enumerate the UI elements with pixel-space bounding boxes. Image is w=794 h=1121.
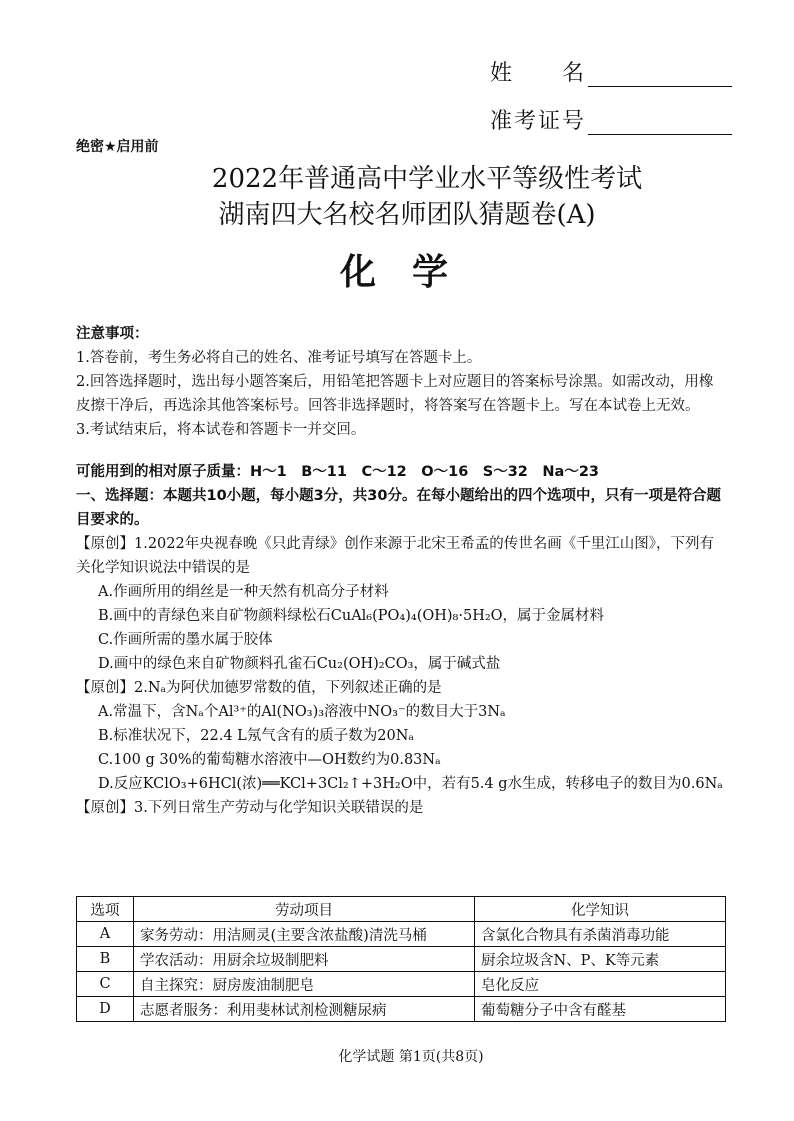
option-d: D.反应KClO₃+6HCl(浓)══KCl+3Cl₂↑+3H₂O中，若有5.4 g水生成，转移电子的数目为0.6Nₐ <box>98 776 723 792</box>
exam-id-underline <box>588 112 732 135</box>
name-field <box>490 56 732 87</box>
answer-table <box>76 896 726 1022</box>
table-row <box>77 922 726 947</box>
section-heading: 一、选择题：本题共10小题，每小题3分，共30分。在每小题给出的四个选项中，只有一项是符合题目要求的。 <box>76 488 721 528</box>
table-cell: 志愿者服务：利用斐林试剂检测糖尿病 <box>134 997 475 1022</box>
exam-title: 2022年普通高中学业水平等级性考试 <box>211 164 643 194</box>
notice-heading: 注意事项： <box>76 326 149 342</box>
exam-id-field <box>490 104 732 135</box>
question-stem: 【原创】2.Nₐ为阿伏加德罗常数的值，下列叙述正确的是 <box>76 680 442 696</box>
subject-title: 化学 <box>339 252 484 293</box>
notice-item: 3.考试结束后，将本试卷和答题卡一并交回。 <box>76 422 366 438</box>
table-cell: 皂化反应 <box>475 972 726 997</box>
notice-item: 1.答卷前，考生务必将自己的姓名、准考证号填写在答题卡上。 <box>76 350 482 366</box>
table-header: 选项 <box>77 897 134 922</box>
name-label: 姓 名 <box>490 61 587 86</box>
name-underline <box>588 64 732 87</box>
question-stem: 【原创】1.2022年央视春晚《只此青绿》创作来源于北宋王希孟的传世名画《千里江山图》，下列有关化学知识说法中错误的是 <box>76 536 714 576</box>
atomic-masses: 可能用到的相对原子质量：H～1 B～11 C～12 O～16 S～32 Na～23 <box>76 464 599 480</box>
table-header-row <box>77 897 726 922</box>
page-footer: 化学试题 第1页(共8页) <box>338 1049 484 1065</box>
exam-body <box>76 322 724 820</box>
table-row <box>77 972 726 997</box>
table-cell: A <box>77 922 134 947</box>
notice-item: 2.回答选择题时，选出每小题答案后，用铅笔把答题卡上对应题目的答案标号涂黑。如需改动，用橡皮擦干净后，再选涂其他答案标号。回答非选择题时，将答案写在答题卡上。写在本试卷上无效。 <box>76 374 714 414</box>
table-cell: 含氯化合物具有杀菌消毒功能 <box>475 922 726 947</box>
option-d: D.画中的绿色来自矿物颜料孔雀石Cu₂(OH)₂CO₃，属于碱式盐 <box>98 656 501 672</box>
option-a: A.常温下，含Nₐ个Al³⁺的Al(NO₃)₃溶液中NO₃⁻的数目大于3Nₐ <box>98 704 506 720</box>
option-c: C.作画所需的墨水属于胶体 <box>98 632 273 648</box>
confidential-mark: 绝密★启用前 <box>76 139 159 155</box>
table-row <box>77 997 726 1022</box>
table-header: 化学知识 <box>475 897 726 922</box>
table-cell: 家务劳动：用洁厕灵(主要含浓盐酸)清洗马桶 <box>134 922 475 947</box>
table-row <box>77 947 726 972</box>
option-b: B.标准状况下，22.4 L氖气含有的质子数为20Nₐ <box>98 728 415 744</box>
table-cell: 学农活动：用厨余垃圾制肥料 <box>134 947 475 972</box>
table-cell: 自主探究：厨房废油制肥皂 <box>134 972 475 997</box>
exam-subtitle: 湖南四大名校名师团队猜题卷(A) <box>218 200 596 230</box>
table-header: 劳动项目 <box>134 897 475 922</box>
option-c: C.100 g 30%的葡萄糖水溶液中—OH数约为0.83Nₐ <box>98 752 441 768</box>
table-cell: 厨余垃圾含N、P、K等元素 <box>475 947 726 972</box>
option-a: A.作画所用的绢丝是一种天然有机高分子材料 <box>98 584 389 600</box>
table-cell: C <box>77 972 134 997</box>
table-cell: B <box>77 947 134 972</box>
question-stem: 【原创】3.下列日常生产劳动与化学知识关联错误的是 <box>76 800 424 816</box>
exam-id-label: 准考证号 <box>490 109 587 134</box>
option-b: B.画中的青绿色来自矿物颜料绿松石CuAl₆(PO₄)₄(OH)₈·5H₂O，属于金属材料 <box>98 608 605 624</box>
table-cell: D <box>77 997 134 1022</box>
table-cell: 葡萄糖分子中含有醛基 <box>475 997 726 1022</box>
